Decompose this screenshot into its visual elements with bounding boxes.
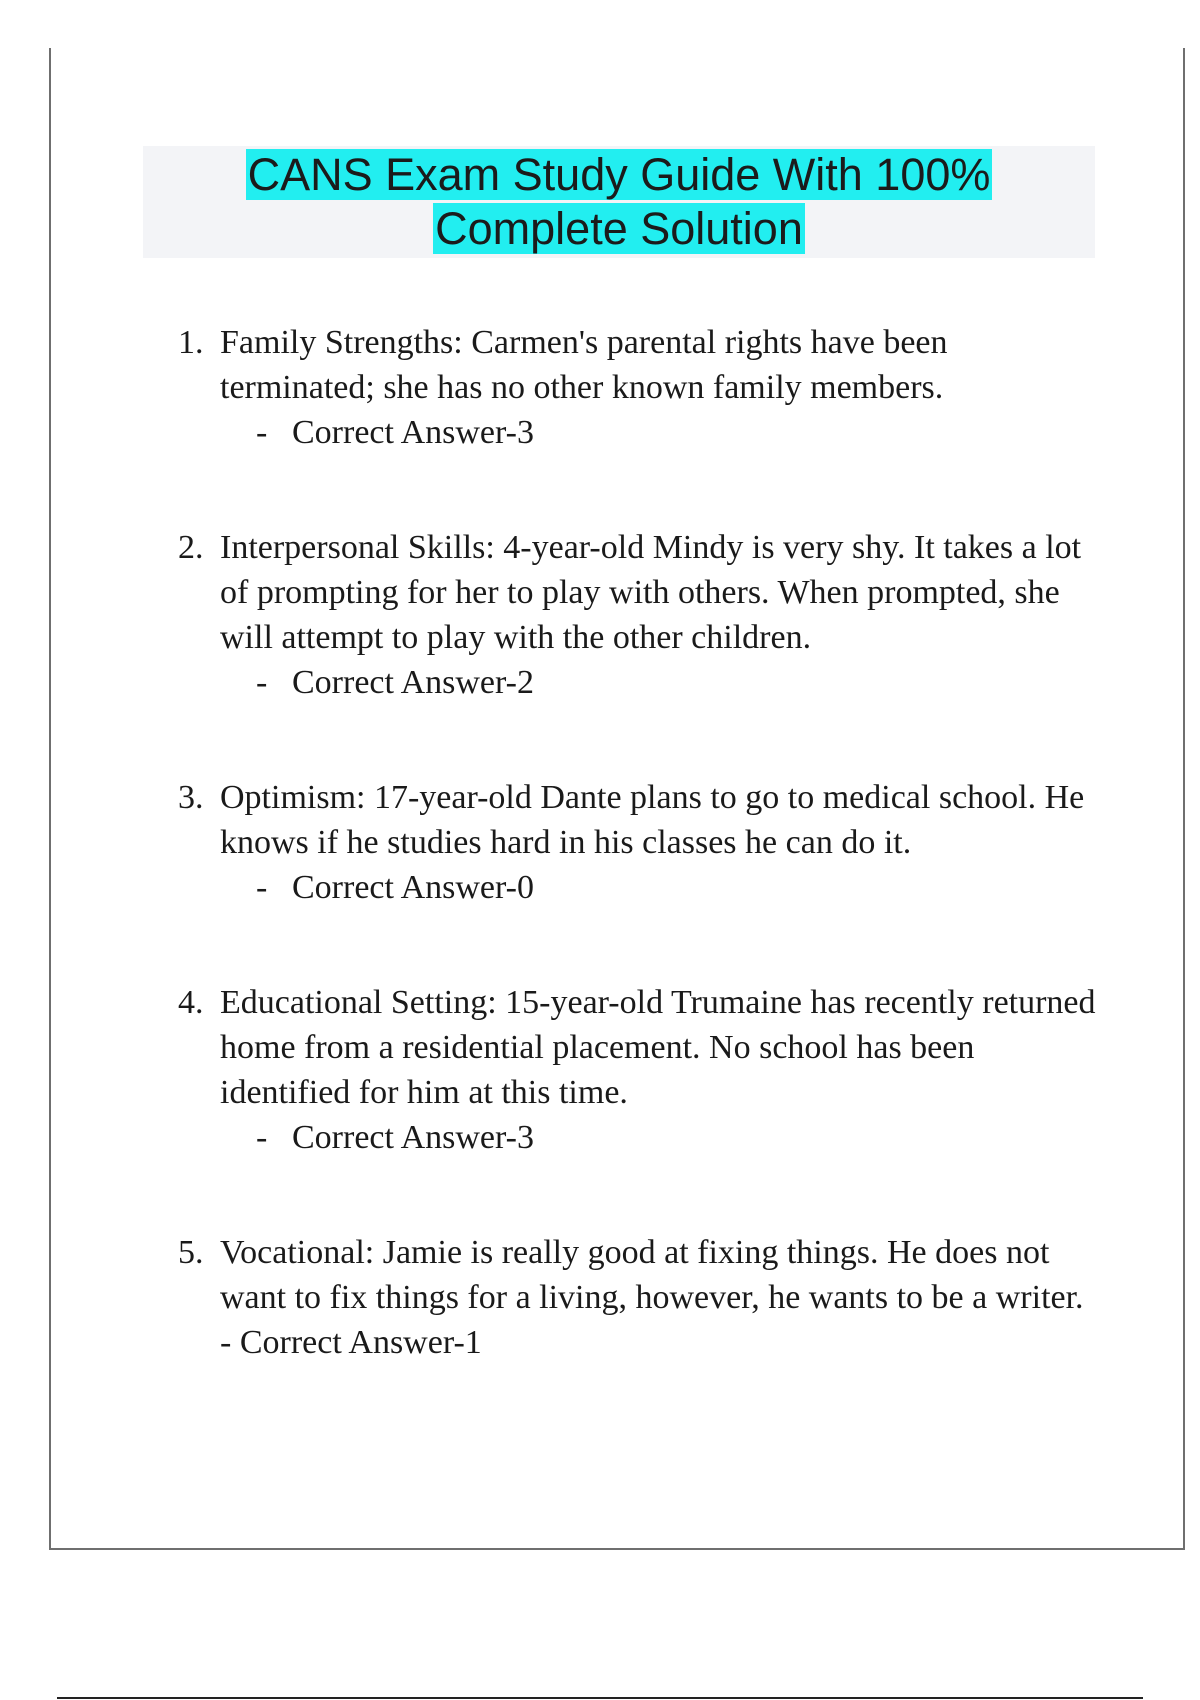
answer-line	[220, 1115, 1098, 1160]
answer-line	[220, 660, 1098, 705]
answer-line	[220, 410, 1098, 455]
title-box	[143, 146, 1095, 258]
question-item-5	[178, 1230, 1098, 1365]
question-list	[178, 320, 1098, 1435]
answer-text: Correct Answer-0	[292, 869, 534, 906]
answer-text: Correct Answer-3	[292, 414, 534, 451]
title-highlight-2: Complete Solution	[435, 203, 803, 254]
answer-dash: -	[256, 869, 268, 906]
answer-line	[220, 865, 1098, 910]
question-item-1	[178, 320, 1098, 455]
question-text: Vocational: Jamie is really good at fixing things. He does not want to fix things for a living, however, he wants to be a writer. - Correct Answer-1	[220, 1234, 1084, 1361]
title-line-2	[143, 202, 1095, 256]
question-number: 2.	[178, 529, 204, 566]
question-number: 1.	[178, 324, 204, 361]
answer-text: Correct Answer-3	[292, 1119, 534, 1156]
question-text: Family Strengths: Carmen's parental rights have been terminated; she has no other known family members.	[220, 324, 948, 406]
question-text: Optimism: 17-year-old Dante plans to go to medical school. He knows if he studies hard in his classes he can do it.	[220, 779, 1085, 861]
question-number: 3.	[178, 779, 204, 816]
question-item-3	[178, 775, 1098, 910]
title-highlight-1: CANS Exam Study Guide With 100%	[247, 149, 991, 200]
question-item-4	[178, 980, 1098, 1160]
footer-rule	[57, 1697, 1143, 1699]
answer-dash: -	[256, 664, 268, 701]
answer-text: Correct Answer-2	[292, 664, 534, 701]
question-text: Educational Setting: 15-year-old Trumaine has recently returned home from a residential placement. No school has been identified for him at this time.	[220, 984, 1096, 1111]
question-item-2	[178, 525, 1098, 705]
answer-dash: -	[256, 414, 268, 451]
title-line-1	[143, 146, 1095, 202]
question-number: 5.	[178, 1234, 204, 1271]
question-text: Interpersonal Skills: 4-year-old Mindy is very shy. It takes a lot of prompting for her to play with others. When prompted, she will attempt to play with the other children.	[220, 529, 1082, 656]
question-number: 4.	[178, 984, 204, 1021]
answer-dash: -	[256, 1119, 268, 1156]
